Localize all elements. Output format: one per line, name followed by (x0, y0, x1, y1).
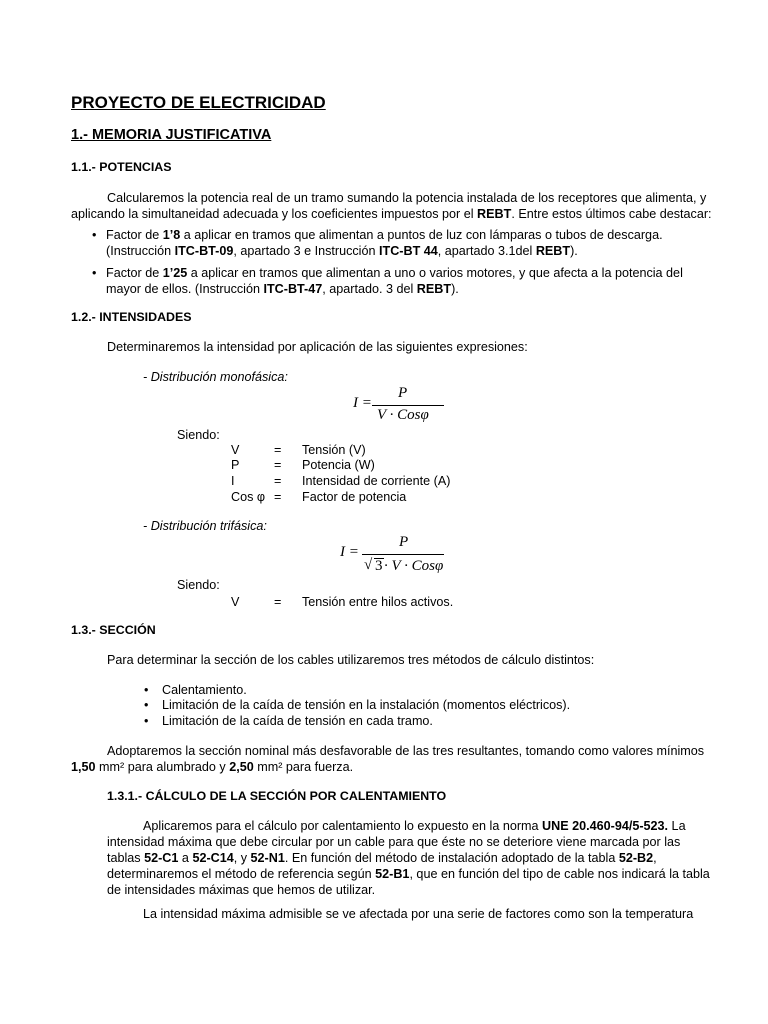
list-item: • Limitación de la caída de tensión en la instalación (momentos eléctricos). (144, 698, 571, 712)
label-siendo: Siendo: (177, 578, 220, 592)
bullet-dot: • (144, 698, 149, 712)
paragraph-intensidad-admisible: La intensidad máxima admisible se ve afectada por una serie de factores como son la temperatura (143, 907, 694, 921)
label-trifasica: - Distribución trifásica: (143, 519, 267, 533)
paragraph-seccion-minimos: Adoptaremos la sección nominal más desfavorable de las tres resultantes, tomando como valores mínimos 1,50 mm² para alumbrado y 2,50 mm² para fuerza. (71, 744, 705, 774)
list-item: • Limitación de la caída de tensión en cada tramo. (144, 714, 433, 728)
heading-seccion: 1.3.- SECCIÓN (71, 623, 156, 637)
label-siendo: Siendo: (177, 428, 220, 442)
bullet-factor-125: • Factor de 1’25 a aplicar en tramos que alimentan a uno o varios motores, y que afecta a la potencia del mayor de ellos. (Instrucción ITC-BT-47, apartado. 3 del REBT). (92, 266, 683, 296)
paragraph-intensidades-intro: Determinaremos la intensidad por aplicación de las siguientes expresiones: (107, 340, 528, 354)
document-page: PROYECTO DE ELECTRICIDAD 1.- MEMORIA JUSTIFICATIVA 1.1.- POTENCIAS Calcularemos la potencia real de un tramo sumando la potencia instalada de los receptores que alimenta, y aplicando la simultaneidad adecuada y los coeficientes impuestos por el REBT. Entre estos últimos cabe destacar: • Factor de 1’8 a aplicar en tramos que alimentan a puntos de luz con lámparas o tubos de descarga. (Instrucción ITC-BT-09, apartado 3 e Instrucción ITC-BT 44, apartado 3.1del REBT). • Factor de 1’25 a aplicar en tramos que alimentan a uno o varios motores, y que afecta a la potencia del mayor de ellos. (Instrucción ITC-BT-47, apartado. 3 del REBT). 1.2.- INTENSIDADES Determinaremos la intensidad por aplicación de las siguientes expresiones: - Distribución monofásica: I = P V · Cosφ Siendo: V = Tensión (V) P = Potencia (W) I = Intensidad de corriente (A) Cos φ = Factor de potencia - Distribución trifásica: I = P √ 3 · V · Cosφ Siendo: V = Tensión entre hilos activos. 1.3.- SECCIÓN Para determinar la sección de los cables utilizaremos tres métodos de cálculo distintos: • Calentamiento. • Limitación de la caída de tensión en la instalación (momentos eléctricos). • Limitación de la caída de tensión en cada tramo. Adoptaremos la sección nominal más desfavorable de las tres resultantes, tomando como valores mínimos 1,50 mm² para alumbrado y 2,50 mm² para fuerza. 1.3.1.- CÁLCULO DE LA SECCIÓN POR CALENTAMIENTO Aplicaremos para el cálculo por calentamiento lo expuesto en la norma UNE 20.460-94/5-523. La intensidad máxima que debe circular por un cable para que éste no se deteriore viene marcada por las tablas 52-C1 a 52-C14, y 52-N1. En función del método de instalación adoptado de la tabla 52-B2, determinaremos el método de referencia según 52-B1, que en función del tipo de cable nos indicará la tabla de intensidades máximas que hemos de utilizar. La intensidad máxima admisible se ve afectada por una serie de factores como son la temperatura (0, 0, 768, 1024)
fraction-bar (362, 554, 444, 555)
bullet-dot: • (92, 266, 97, 280)
paragraph-potencias: Calcularemos la potencia real de un tramo sumando la potencia instalada de los receptores que alimenta, y aplicando la simultaneidad adecuada y los coeficientes impuestos por el REBT. Entre estos últimos cabe destacar: (71, 191, 712, 221)
fraction-bar (372, 405, 444, 406)
bullet-dot: • (144, 683, 149, 697)
section-heading-memoria: 1.- MEMORIA JUSTIFICATIVA (71, 127, 272, 143)
heading-intensidades: 1.2.- INTENSIDADES (71, 310, 192, 324)
paragraph-seccion-intro: Para determinar la sección de los cables utilizaremos tres métodos de cálculo distintos: (107, 653, 595, 667)
document-title: PROYECTO DE ELECTRICIDAD (71, 93, 326, 112)
heading-calentamiento: 1.3.1.- CÁLCULO DE LA SECCIÓN POR CALENTAMIENTO (107, 789, 447, 803)
label-monofasica: - Distribución monofásica: (143, 370, 288, 384)
bullet-factor-18: • Factor de 1’8 a aplicar en tramos que alimentan a puntos de luz con lámparas o tubos de descarga. (Instrucción ITC-BT-09, apartado 3 e Instrucción ITC-BT 44, apartado 3.1del REBT). (92, 228, 663, 258)
sqrt-symbol: √ (364, 557, 373, 573)
paragraph-calentamiento: Aplicaremos para el cálculo por calentamiento lo expuesto en la norma UNE 20.460-94/5-523. La intensidad máxima que debe circular por un cable para que éste no se deteriore viene marcada por las tablas 52-C1 a 52-C14, y 52-N1. En función del método de instalación adoptado de la tabla 52-B2, determinaremos el método de referencia según 52-B1, que en función del tipo de cable nos indicará la tabla de intensidades máximas que hemos de utilizar. (107, 819, 710, 897)
list-item: • Calentamiento. (144, 683, 247, 697)
heading-potencias: 1.1.- POTENCIAS (71, 160, 172, 174)
bullet-dot: • (92, 228, 97, 242)
bullet-dot: • (144, 714, 149, 728)
